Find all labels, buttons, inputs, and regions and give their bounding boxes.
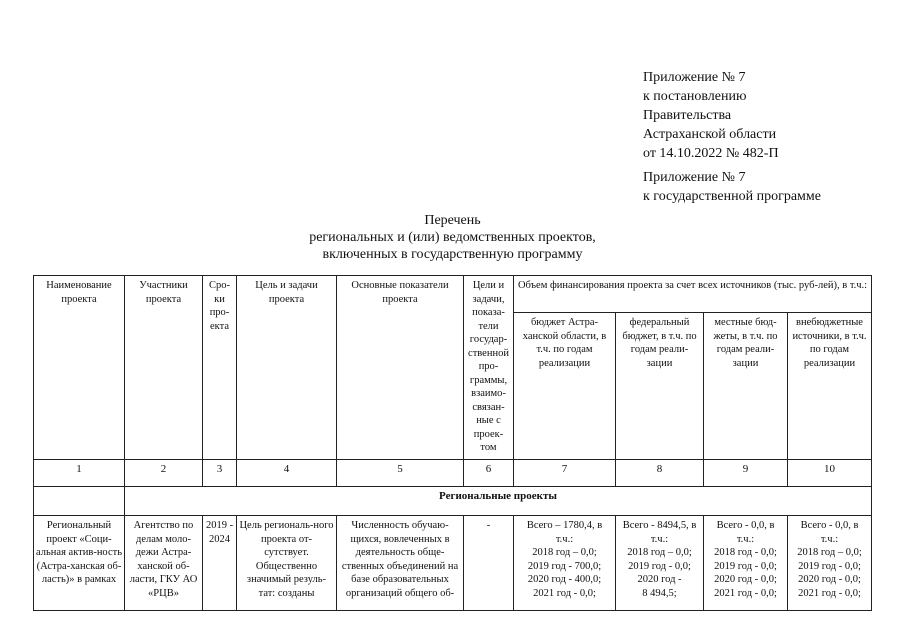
appendix-line: к постановлению xyxy=(643,89,747,104)
header-federal-budget: федеральный бюджет, в т.ч. по годам реали-зации xyxy=(616,313,704,460)
header-participants: Участники проекта xyxy=(125,276,203,460)
section-empty-cell xyxy=(34,487,125,516)
table-row xyxy=(34,516,872,611)
appendix-program xyxy=(643,168,821,206)
title-line: региональных и (или) ведомственных проектов, xyxy=(309,230,596,245)
cell-terms: 2019 - 2024 xyxy=(203,516,237,611)
appendix-line: Правительства xyxy=(643,108,732,123)
funding-line: Всего - 0,0, в xyxy=(800,520,859,531)
funding-line: 2021 год - 0,0; xyxy=(533,587,596,599)
cell-local-budget xyxy=(704,516,788,611)
cell-extra-budget xyxy=(788,516,872,611)
funding-line: 2018 год – 0,0; xyxy=(797,547,862,558)
cell-federal-budget xyxy=(616,516,704,611)
header-name: Наименование проекта xyxy=(34,276,125,460)
column-number: 9 xyxy=(704,460,788,487)
funding-line: 2018 год – 0,0; xyxy=(532,547,597,558)
funding-line: 2018 год - 0,0; xyxy=(714,547,777,558)
cell-goal: Цель региональ-ного проекта от-сутствует. Общественно значимый резуль-тат: созданы xyxy=(237,516,337,611)
funding-line: 2020 год - 400,0; xyxy=(527,574,602,585)
cell-participants: Агентство по делам моло-дежи Астра-ханской об-ласти, ГКУ АО «РЦВ» xyxy=(125,516,203,611)
funding-line: 2019 год - 0,0; xyxy=(714,560,777,572)
funding-line: 2021 год - 0,0; xyxy=(714,587,777,599)
funding-line: 2020 год - 0,0; xyxy=(798,574,861,585)
header-funding-total: Объем финансирования проекта за счет всех источников (тыс. руб-лей), в т.ч.: xyxy=(514,276,872,313)
cell-indicators: Численность обучаю-щихся, вовлеченных в деятельность обще-ственных объединений на базе образовательных организаций общего об- xyxy=(337,516,464,611)
title-line: включенных в государственную программу xyxy=(322,247,583,262)
column-number: 8 xyxy=(616,460,704,487)
funding-line: т.ч.: xyxy=(736,533,755,545)
funding-line: 2020 год - xyxy=(637,574,682,585)
column-number: 6 xyxy=(464,460,514,487)
cell-project-name: Региональный проект «Соци-альная актив-ность (Астра-ханская об-ласть)» в рамках xyxy=(34,516,125,611)
document-title xyxy=(0,212,905,263)
cell-regional-budget xyxy=(514,516,616,611)
header-terms: Сро-ки про-екта xyxy=(203,276,237,460)
funding-line: 2019 год - 0,0; xyxy=(798,560,861,572)
funding-line: Всего - 0,0, в xyxy=(716,520,775,531)
projects-table xyxy=(33,275,872,611)
header-regional-budget: бюджет Астра-ханской области, в т.ч. по годам реализации xyxy=(514,313,616,460)
funding-line: Всего - 8494,5, в xyxy=(622,520,697,531)
column-number: 5 xyxy=(337,460,464,487)
funding-line: 2018 год – 0,0; xyxy=(627,547,692,558)
appendix-resolution xyxy=(643,68,779,163)
section-row xyxy=(34,487,872,516)
funding-line: т.ч.: xyxy=(650,533,669,545)
header-goal: Цель и задачи проекта xyxy=(237,276,337,460)
funding-line: 8 494,5; xyxy=(642,587,677,599)
appendix-line: Приложение № 7 xyxy=(643,170,746,185)
column-number: 10 xyxy=(788,460,872,487)
funding-line: 2021 год - 0,0; xyxy=(798,587,861,599)
header-program-goals: Цели и задачи, показа-тели государ-ственной про-граммы, взаимо-связан-ные с проек-том xyxy=(464,276,514,460)
appendix-line: к государственной программе xyxy=(643,189,821,204)
appendix-line: от 14.10.2022 № 482-П xyxy=(643,146,779,161)
column-number: 4 xyxy=(237,460,337,487)
funding-line: 2020 год - 0,0; xyxy=(714,574,777,585)
appendix-line: Астраханской области xyxy=(643,127,777,142)
header-indicators: Основные показатели проекта xyxy=(337,276,464,460)
column-number: 3 xyxy=(203,460,237,487)
title-line: Перечень xyxy=(424,213,481,228)
funding-line: 2019 год - 700,0; xyxy=(527,560,602,572)
column-number: 1 xyxy=(34,460,125,487)
column-number: 7 xyxy=(514,460,616,487)
cell-program-goals: - xyxy=(464,516,514,611)
funding-line: Всего – 1780,4, в xyxy=(526,520,603,531)
header-extra-budget: внебюджетные источники, в т.ч. по годам реализации xyxy=(788,313,872,460)
column-number-row xyxy=(34,460,872,487)
section-title: Региональные проекты xyxy=(125,487,872,516)
header-local-budget: местные бюд-жеты, в т.ч. по годам реали-зации xyxy=(704,313,788,460)
funding-line: т.ч.: xyxy=(555,533,574,545)
appendix-line: Приложение № 7 xyxy=(643,70,746,85)
column-number: 2 xyxy=(125,460,203,487)
header-row xyxy=(34,276,872,313)
funding-line: 2019 год - 0,0; xyxy=(628,560,691,572)
funding-line: т.ч.: xyxy=(820,533,839,545)
